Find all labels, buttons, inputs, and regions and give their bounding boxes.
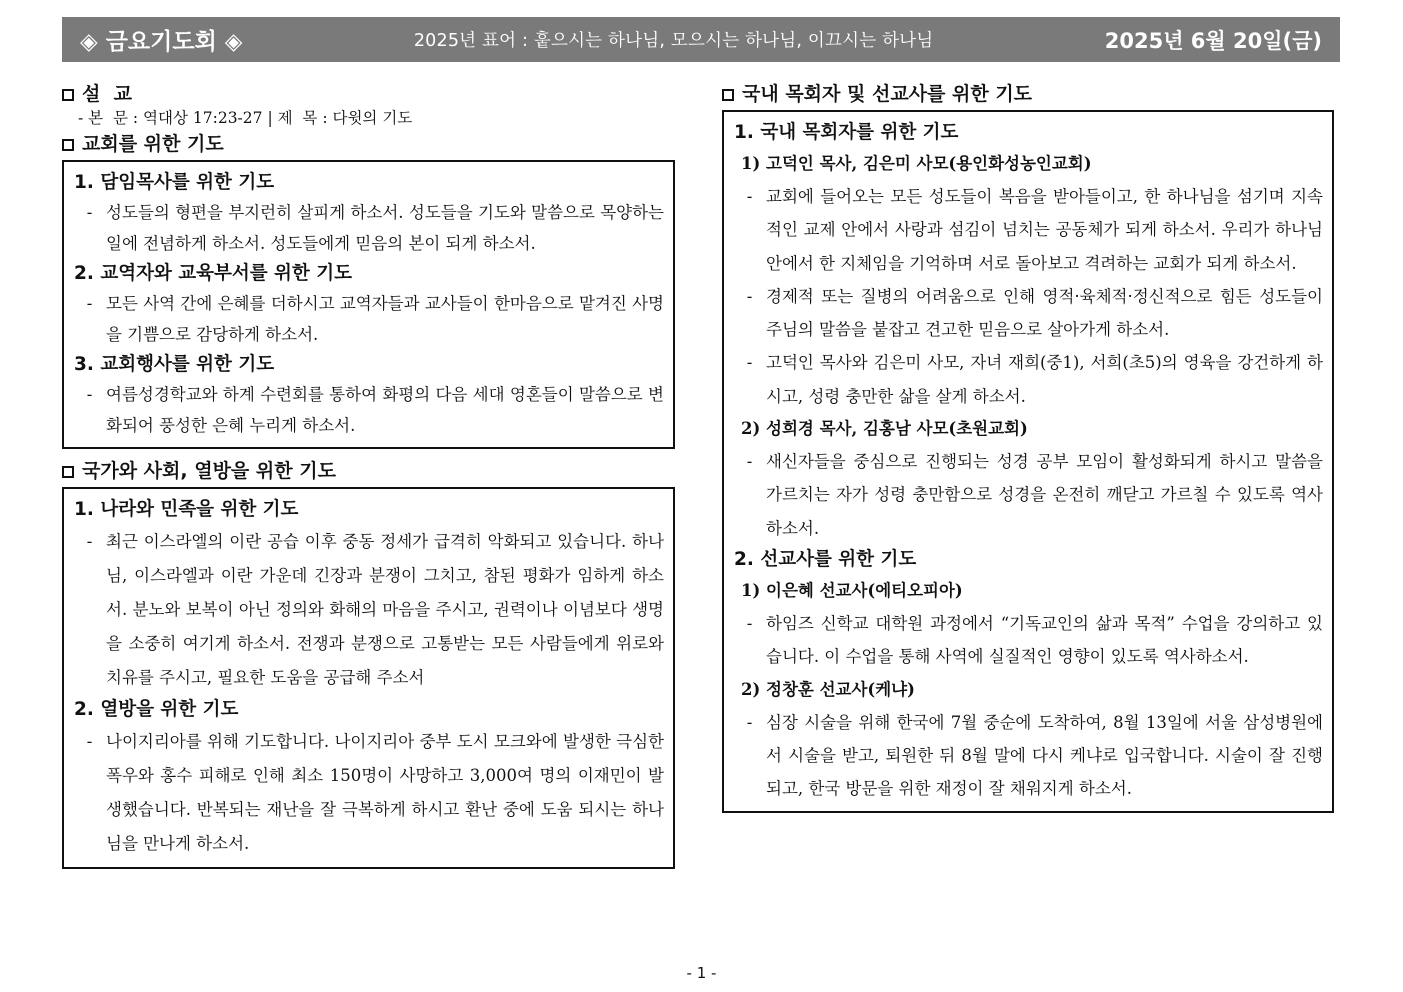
header-bar xyxy=(62,17,1340,62)
dash-icon: - xyxy=(746,187,753,206)
prayer-text: 새신자들을 중심으로 진행되는 성경 공부 모임이 활성화되게 하시고 말씀을 가르치는 자가 성령 충만함으로 성경을 온전히 깨닫고 가르칠 수 있도록 역사하소서. xyxy=(766,452,1323,538)
prayer-text: 경제적 또는 질병의 어려움으로 인해 영적·육체적·정신적으로 힘든 성도들이 주님의 말씀을 붙잡고 견고한 믿음으로 살아가게 하소서. xyxy=(766,286,1323,340)
dash-icon: - xyxy=(86,203,93,222)
prayer-text: 교회에 들어오는 모든 성도들이 복음을 받아들이고, 한 하나님을 섬기며 지속적인 교제 안에서 사랑과 섬김이 넘치는 공동체가 되게 하소서. 우리가 하나님 안에서 한 지체임을 기억하며 서로 돌아보고 격려하는 교회가 되게 하소서. xyxy=(766,187,1323,273)
prayer-text: 최근 이스라엘의 이란 공습 이후 중동 정세가 급격히 악화되고 있습니다. 하나님, 이스라엘과 이란 가운데 긴장과 분쟁이 그치고, 참된 평화가 임하게 하소서. 분노와 보복이 아닌 정의와 화해의 마음을 주시고, 권력이나 이념보다 생명을 소중히 여기게 하소서. 전쟁과 분쟁으로 고통받는 모든 사람들에게 위로와 치유를 주시고, 필요한 도움을 공급해 주소서 xyxy=(106,532,664,687)
nation-prayer-box xyxy=(62,487,675,869)
group-title: 1. 국내 목회자를 위한 기도 xyxy=(734,122,959,143)
nation-heading xyxy=(62,459,675,483)
checkbox-square-icon xyxy=(62,89,74,101)
prayer-bullet xyxy=(733,706,1323,806)
checkbox-square-icon xyxy=(62,466,74,478)
item-title: 3. 교회행사를 위한 기도 xyxy=(74,354,275,375)
prayer-bullet xyxy=(73,198,664,259)
page-number: - 1 - xyxy=(686,964,717,982)
church-item xyxy=(73,168,664,259)
sermon-info: - 본 문 : 역대상 17:23-27 | 제 목 : 다윗의 기도 xyxy=(78,109,413,127)
prayer-bullet xyxy=(733,180,1323,280)
church-heading xyxy=(62,132,675,156)
dash-icon: - xyxy=(746,452,753,472)
item-title: 2. 교역자와 교육부서를 위한 기도 xyxy=(74,263,352,284)
prayer-text: 나이지리아를 위해 기도합니다. 나이지리아 중부 도시 모크와에 발생한 극심한 폭우와 홍수 피해로 인해 최소 150명이 사망하고 3,000여 명의 이재민이 발생했습니다. 반복되는 재난을 잘 극복하게 하시고 환난 중에 도움 되시는 하나님을 만나게 하소서. xyxy=(106,732,664,853)
prayer-text: 모든 사역 간에 은혜를 더하시고 교역자들과 교사들이 한마음으로 맡겨진 사명을 기쁨으로 감당하게 하소서. xyxy=(106,294,664,344)
prayer-bullet xyxy=(733,346,1323,413)
group-title: 2. 선교사를 위한 기도 xyxy=(734,548,917,570)
prayer-text: 고덕인 목사와 김은미 사모, 자녀 재희(중1), 서희(초5)의 영육을 강건하게 하시고, 성령 충만한 삶을 살게 하소서. xyxy=(766,353,1323,406)
pastor-title: 1) 고덕인 목사, 김은미 사모(용인화성농인교회) xyxy=(741,154,1092,173)
church-prayer-box xyxy=(62,160,675,449)
left-column xyxy=(62,82,675,869)
missions-heading xyxy=(722,82,1334,106)
dash-icon: - xyxy=(86,532,93,551)
dash-icon: - xyxy=(746,712,753,732)
dash-icon: - xyxy=(746,286,753,306)
prayer-text: 심장 시술을 위해 한국에 7월 중순에 도착하여, 8월 13일에 서울 삼성병원에서 시술을 받고, 퇴원한 뒤 8월 말에 다시 케냐로 입국합니다. 시술이 잘 진행되고, 한국 방문을 위한 재정이 잘 채워지게 하소서. xyxy=(766,712,1323,799)
dash-icon: - xyxy=(86,294,93,313)
prayer-text: 여름성경학교와 하계 수련회를 통하여 화평의 다음 세대 영혼들이 말씀으로 변화되어 풍성한 은혜 누리게 하소서. xyxy=(106,385,664,435)
prayer-bullet xyxy=(73,380,664,441)
dash-icon: - xyxy=(746,613,753,633)
prayer-bullet xyxy=(73,525,664,695)
item-title: 1. 담임목사를 위한 기도 xyxy=(74,172,275,193)
checkbox-square-icon xyxy=(62,139,74,151)
item-title: 1. 나라와 민족을 위한 기도 xyxy=(74,499,299,520)
church-heading-label: 교회를 위한 기도 xyxy=(82,133,224,155)
nation-heading-label: 국가와 사회, 열방을 위한 기도 xyxy=(82,460,336,482)
dash-icon: - xyxy=(86,732,93,751)
prayer-bullet xyxy=(733,607,1323,674)
missionary-title: 2) 정창훈 선교사(케냐) xyxy=(741,679,915,699)
missionary-title: 1) 이은혜 선교사(에티오피아) xyxy=(741,580,963,600)
prayer-bullet xyxy=(733,445,1323,545)
missions-prayer-box xyxy=(722,110,1334,813)
prayer-bullet xyxy=(733,280,1323,347)
nation-item xyxy=(73,495,664,695)
checkbox-square-icon xyxy=(722,89,734,101)
prayer-text: 하임즈 신학교 대학원 과정에서 “기독교인의 삶과 목적” 수업을 강의하고 있습니다. 이 수업을 통해 사역에 실질적인 영향이 있도록 역사하소서. xyxy=(766,613,1323,667)
church-item xyxy=(73,259,664,350)
header-motto: 2025년 표어 : 훝으시는 하나님, 모으시는 하나님, 이끄시는 하나님 xyxy=(413,31,934,51)
item-title: 2. 열방을 위한 기도 xyxy=(74,699,239,720)
sermon-heading xyxy=(62,82,675,106)
dash-icon: - xyxy=(86,385,93,404)
prayer-bullet xyxy=(73,289,664,350)
prayer-text: 성도들의 형편을 부지런히 살피게 하소서. 성도들을 기도와 말씀으로 목양하는 일에 전념하게 하소서. 성도들에게 믿음의 본이 되게 하소서. xyxy=(106,203,664,253)
nation-item xyxy=(73,695,664,861)
header-date: 2025년 6월 20일(금) xyxy=(1104,28,1322,53)
pastor-title: 2) 성희경 목사, 김홍남 사모(초원교회) xyxy=(741,419,1028,439)
church-item xyxy=(73,350,664,441)
missions-heading-label: 국내 목회자 및 선교사를 위한 기도 xyxy=(742,83,1033,105)
right-column xyxy=(722,82,1334,813)
sermon-heading-label: 설 교 xyxy=(82,83,132,105)
dash-icon: - xyxy=(746,353,753,373)
header-title: ◈ 금요기도회 ◈ xyxy=(80,29,243,55)
prayer-bullet xyxy=(73,725,664,861)
